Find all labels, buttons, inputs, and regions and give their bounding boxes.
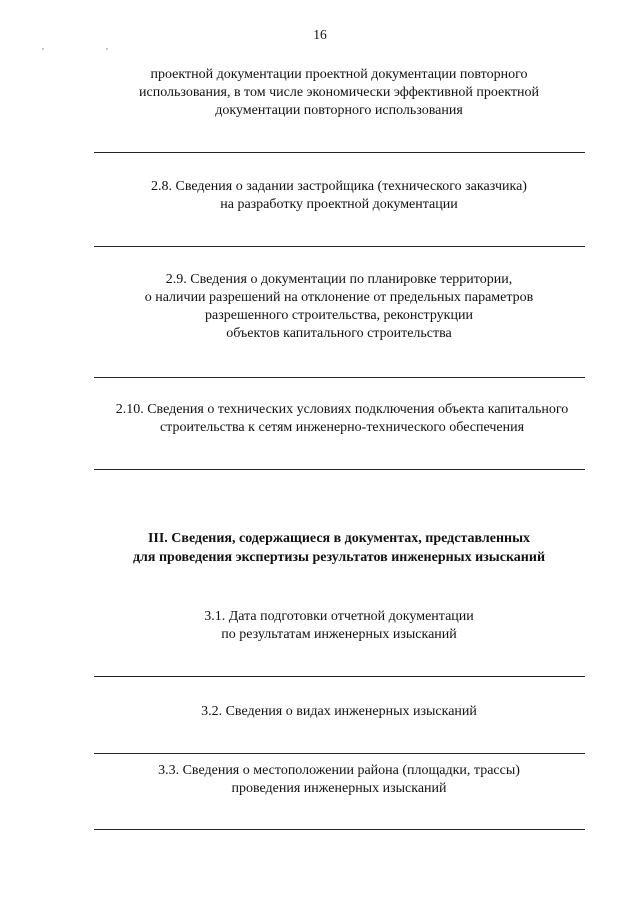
intro-text	[92, 66, 586, 120]
text-line: на разработку проектной документации	[220, 197, 458, 212]
text-line: 3.3. Сведения о местоположении района (площадки, трассы)	[158, 763, 520, 778]
answer-line	[94, 152, 585, 153]
text-line: документации повторного использования	[215, 103, 463, 118]
section-2-10-heading	[92, 401, 592, 437]
text-line: 3.2. Сведения о видах инженерных изысканий	[201, 704, 477, 719]
answer-line	[94, 753, 585, 754]
section-3-title	[92, 529, 586, 567]
page-number: 16	[313, 27, 327, 42]
section-2-8-heading	[92, 178, 586, 214]
answer-line	[94, 676, 585, 677]
text-line: проведения инженерных изысканий	[231, 781, 447, 796]
section-3-3-heading	[92, 762, 586, 798]
text-line: 3.1. Дата подготовки отчетной документации	[204, 609, 474, 624]
text-line: объектов капитального строительства	[226, 326, 452, 341]
section-3-2-heading	[92, 703, 586, 721]
answer-line	[94, 377, 585, 378]
text-line: 2.8. Сведения о задании застройщика (технического заказчика)	[151, 179, 527, 194]
text-line: строительства к сетям инженерно-технического обеспечения	[159, 420, 525, 435]
section-3-1-heading	[92, 608, 586, 644]
text-line: использования, в том числе экономически эффективной проектной	[139, 85, 539, 100]
answer-line	[94, 246, 585, 247]
text-line: III. Сведения, содержащиеся в документах, представленных	[147, 531, 531, 546]
text-line: разрешенного строительства, реконструкции	[205, 308, 473, 323]
text-line: проектной документации проектной документации повторного	[150, 67, 528, 82]
answer-line	[94, 829, 585, 830]
text-line: 2.9. Сведения о документации по планировке территории,	[165, 272, 513, 287]
text-line: по результатам инженерных изысканий	[221, 627, 457, 642]
text-line: о наличии разрешений на отклонение от предельных параметров	[144, 290, 534, 305]
text-line: для проведения экспертизы результатов инженерных изысканий	[132, 550, 546, 565]
text-line: 2.10. Сведения о технических условиях подключения объекта капитального	[115, 402, 569, 417]
scan-specks: , ,	[42, 42, 138, 51]
section-2-9-heading	[92, 271, 586, 343]
answer-line	[94, 469, 585, 470]
